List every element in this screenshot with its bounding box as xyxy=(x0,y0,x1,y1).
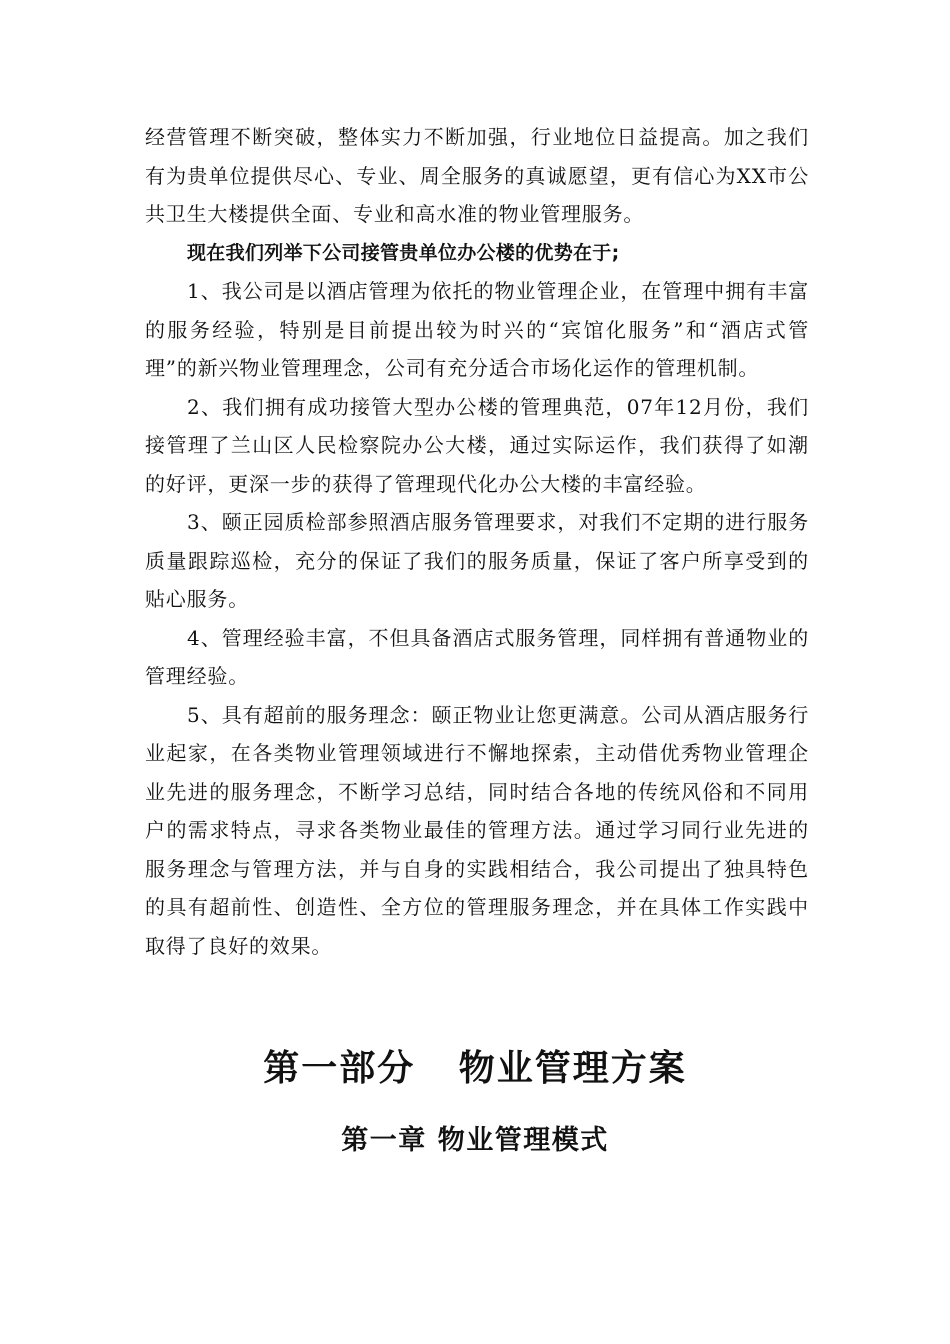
advantage-item-1: 1、我公司是以酒店管理为依托的物业管理企业，在管理中拥有丰富的服务经验，特别是目前提出较为时兴的“宾馆化服务”和“酒店式管理”的新兴物业管理理念，公司有充分适合市场化运作的管理机制。 xyxy=(145,279,809,380)
advantages-intro: 现在我们列举下公司接管贵单位办公楼的优势在于; xyxy=(187,241,620,264)
body-text xyxy=(145,118,809,965)
advantage-item-4: 4、管理经验丰富，不但具备酒店式服务管理，同样拥有普通物业的管理经验。 xyxy=(145,625,809,688)
part-title: 第一部分 物业管理方案 xyxy=(263,1048,687,1089)
advantage-item-5: 5、具有超前的服务理念：颐正物业让您更满意。公司从酒店服务行业起家，在各类物业管理领域进行不懈地探索，主动借优秀物业管理企业先进的服务理念，不断学习总结，同时结合各地的传统风俗和不同用户的需求特点，寻求各类物业最佳的管理方法。通过学习同行业先进的服务理念与管理方法，并与自身的实践相结合，我公司提出了独具特色的具有超前性、创造性、全方位的管理服务理念，并在具体工作实践中取得了良好的效果。 xyxy=(145,702,809,958)
chapter-title: 第一章 物业管理模式 xyxy=(341,1125,609,1156)
paragraph-continuation: 经营管理不断突破，整体实力不断加强，行业地位日益提高。加之我们有为贵单位提供尽心、专业、周全服务的真诚愿望，更有信心为XX市公共卫生大楼提供全面、专业和高水准的物业管理服务。 xyxy=(145,125,809,226)
advantage-item-2: 2、我们拥有成功接管大型办公楼的管理典范，07年12月份，我们接管理了兰山区人民检察院办公大楼，通过实际运作，我们获得了如潮的好评，更深一步的获得了管理现代化办公大楼的丰富经验。 xyxy=(145,394,809,496)
advantage-item-3: 3、颐正园质检部参照酒店服务管理要求，对我们不定期的进行服务质量跟踪巡检，充分的保证了我们的服务质量，保证了客户所享受到的贴心服务。 xyxy=(145,510,809,611)
